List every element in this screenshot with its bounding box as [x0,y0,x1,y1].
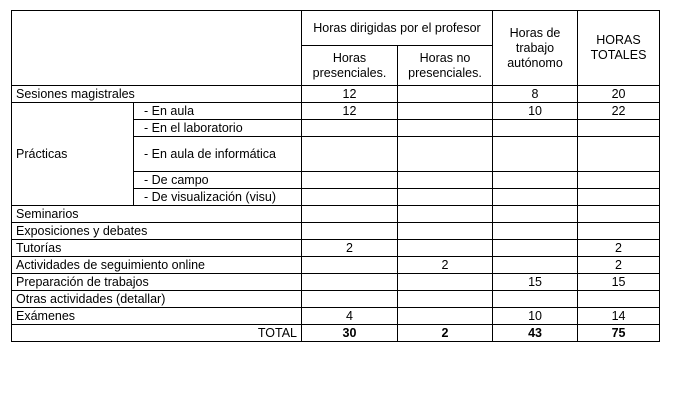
cell-no-presenciales [398,86,493,103]
cell-total [578,189,660,206]
cell-total [578,137,660,172]
table-row-en-aula [12,103,660,120]
total-label: TOTAL [12,325,302,342]
practicas-label: Prácticas [12,103,134,206]
cell-presenciales: 12 [302,103,398,120]
cell-presenciales [302,223,398,240]
row-label: - De campo [134,172,302,189]
table-row-online [12,257,660,274]
cell-presenciales: 4 [302,308,398,325]
row-label: - De visualización (visu) [134,189,302,206]
cell-autonomo [493,206,578,223]
row-label: Actividades de seguimiento online [12,257,302,274]
total-presenciales: 30 [302,325,398,342]
cell-autonomo [493,240,578,257]
header-horas-totales: HORAS TOTALES [578,11,660,86]
cell-autonomo: 15 [493,274,578,291]
cell-presenciales [302,137,398,172]
cell-autonomo [493,257,578,274]
table-row-trabajos [12,274,660,291]
cell-presenciales [302,189,398,206]
cell-autonomo: 10 [493,308,578,325]
row-label: Sesiones magistrales [12,86,302,103]
row-label: - En el laboratorio [134,120,302,137]
header-row-1 [12,11,660,46]
cell-presenciales: 2 [302,240,398,257]
cell-autonomo [493,120,578,137]
cell-presenciales [302,120,398,137]
cell-no-presenciales [398,291,493,308]
header-no-presenciales: Horas no presenciales. [398,46,493,86]
cell-no-presenciales [398,172,493,189]
cell-total [578,172,660,189]
cell-total [578,223,660,240]
cell-autonomo: 8 [493,86,578,103]
row-label: Seminarios [12,206,302,223]
header-horas-dirigidas: Horas dirigidas por el profesor [302,11,493,46]
cell-total: 20 [578,86,660,103]
header-presenciales: Horas presenciales. [302,46,398,86]
cell-no-presenciales [398,274,493,291]
cell-total: 2 [578,240,660,257]
header-empty-cell [12,11,302,86]
table-row-examenes [12,308,660,325]
cell-total: 15 [578,274,660,291]
row-label: Tutorías [12,240,302,257]
hours-table [11,10,660,342]
row-label: - En aula [134,103,302,120]
cell-autonomo [493,291,578,308]
table-row-seminarios [12,206,660,223]
table-row-total [12,325,660,342]
cell-presenciales [302,172,398,189]
cell-no-presenciales [398,120,493,137]
cell-no-presenciales [398,103,493,120]
cell-total: 14 [578,308,660,325]
cell-presenciales [302,206,398,223]
cell-no-presenciales [398,308,493,325]
header-trabajo-autonomo: Horas de trabajo autónomo [493,11,578,86]
table-row-tutorias [12,240,660,257]
cell-no-presenciales [398,189,493,206]
row-label: Exámenes [12,308,302,325]
cell-presenciales [302,291,398,308]
cell-presenciales [302,257,398,274]
cell-autonomo [493,189,578,206]
cell-presenciales: 12 [302,86,398,103]
row-label: Preparación de trabajos [12,274,302,291]
total-autonomo: 43 [493,325,578,342]
table-row-exposiciones [12,223,660,240]
cell-total: 2 [578,257,660,274]
cell-no-presenciales: 2 [398,257,493,274]
cell-total [578,120,660,137]
table-row-sesiones [12,86,660,103]
table-row-otras [12,291,660,308]
cell-autonomo [493,223,578,240]
total-no-presenciales: 2 [398,325,493,342]
cell-autonomo [493,172,578,189]
row-label: Exposiciones y debates [12,223,302,240]
row-label: Otras actividades (detallar) [12,291,302,308]
cell-total [578,206,660,223]
cell-no-presenciales [398,206,493,223]
cell-presenciales [302,274,398,291]
cell-no-presenciales [398,223,493,240]
cell-autonomo: 10 [493,103,578,120]
cell-no-presenciales [398,240,493,257]
cell-total: 22 [578,103,660,120]
row-label: - En aula de informática [134,137,302,172]
cell-no-presenciales [398,137,493,172]
total-total: 75 [578,325,660,342]
cell-autonomo [493,137,578,172]
cell-total [578,291,660,308]
